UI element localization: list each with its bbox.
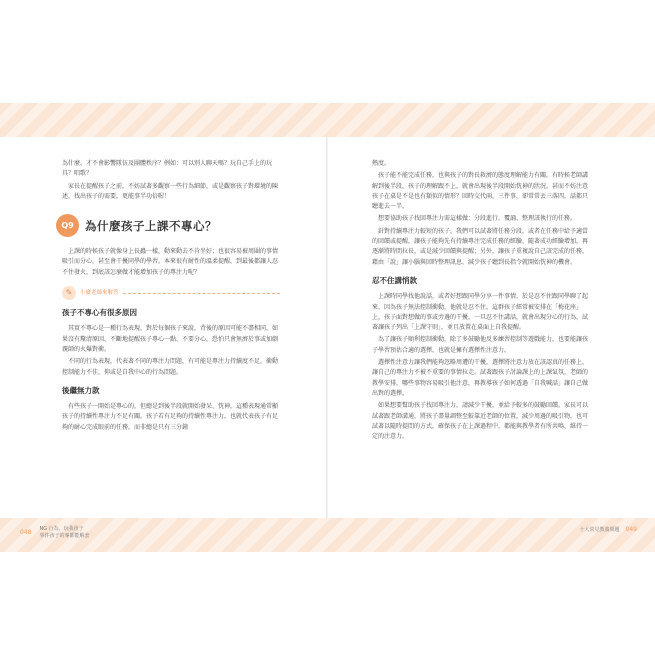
decorative-bottom-stripe [0,518,655,552]
tip-banner [62,286,280,300]
right-column [372,159,590,444]
paragraph: 家長在提醒孩子之前，不妨試著多觀察一些行為細節，或是觀察孩子對環境的陳述，找出孩子的需要，更能事半功倍喔！ [62,182,279,200]
question-heading [56,214,280,237]
paragraph: 上課時同學找他說話，或者好想跟同學分享一件事情，於是忍不住跟同學聊了起來，因為孩子無法控制衝動，他就是忍不住，這群孩子經常被安排在「梅花座」上，孩子面對想做的事或旁邊的干擾，一旦忍不住講話，就會出現分心的行為，試著讓孩子列出「上課守則」，並且放置在桌面上自我提醒。 [372,293,589,332]
left-page [0,137,327,539]
decorative-top-stripe [0,103,655,137]
paragraph: 有些孩子一開始是專心的，但總是到後半段就開始發呆、恍神，這種表現通常顯孩子的持續性專注力不足有關。孩子若有足夠的持續性專注力，也就代表孩子有足夠的耐心完成眼前的任務，而非總是只有三分鐘 [62,403,279,431]
paragraph: 選擇性注意力讓我們能夠忽略周遭的干擾，選擇將注意力放在該認真的任務上，讓自己的專注力不被不重要的事情拉走。試著跟孩子討論課上的上課氣氛，老師的教學安排，哪些事物容易吸引他注意，再教導孩子如何透過「自我喊話」讓自己做出對的選擇。 [372,359,589,397]
tip-label: 小廣老師來解答 [80,289,119,296]
right-page [328,137,655,533]
paragraph: 熱度。 [372,160,391,167]
paragraph: 想要協助孩子找回專注力需這樣做：分段進行、覆誦、整理該執行的任務。 [378,215,577,223]
question-title: 為什麼孩子上課不專心？ [85,218,217,233]
book-title-line: NG 行為，玩我孩子 [39,526,84,532]
paragraph: 其實不專心是一種行為表現，對於每個孩子來說，背後的原因可能不盡相同，如果沒有釐清原因，不斷地提醒孩子專心一點、不要分心，恐怕只會無濟於事或加劇親師的火爆對衝。 [62,325,279,353]
page-number: 048 [20,529,32,536]
dashed-divider [123,293,280,294]
teacher-icon: ✎ [62,286,76,300]
left-footer [20,526,89,539]
book-title [39,526,89,539]
intro-paragraph: 上課的時候孩子就像身上長蟲一樣，動來動去不肯坐好；也很容易被周圍的事情吸引而分心，甚至會干擾同學的學習。本來很有耐性的溫柔提醒，到最後都讓人忍不住發火，到底該怎麼做才能增加孩子的專注力呢？ [62,248,279,276]
page-number: 049 [625,526,637,533]
section-heading: 孩子不專心有很多原因 [62,308,137,318]
chapter-title: 十大常見教養問題 [579,527,620,533]
book-subtitle-line: 事件孩子的專都能解套 [39,532,90,539]
paragraph: 為了讓孩子順利控制衝動，除了多鼓勵他反多練習控制等遊戲能力，也要能讓孩子學習預估合適的選擇，也就是擁有選擇性注意力。 [372,336,589,354]
paragraph: 不同的行為表現，代表著不同的專注力問題，有可能是專注力持續度不足，衝動控制能力不佳，抑或是自我中心的行為問題。 [62,358,279,376]
question-badge: Q9 [56,214,79,237]
section-heading: 後繼無力款 [62,385,100,395]
left-column [62,159,280,435]
paragraph: 為什麼，才不會影響隊伍及團體秩序？例如：可以別人聊天嗎？玩自己手上的玩具？唱歌？ [62,160,273,178]
section-heading: 忍不住講悄款 [372,275,417,285]
book-spread [0,137,655,539]
paragraph: 針對持續專注力較短的孩子，我們可以試著將任務分段，或者在任務中給予適當的回饋或提醒，讓孩子能夠先有持續專注完成任務的經驗，隨著成功經驗增加，再逐漸將時間拉長，或是減少回饋與提醒；另外，讓孩子重複說自己該完成的任務，藉由「說」讓小腦與回時整理訊息，減少孩子聽到長指令就開始恍神的機會。 [372,227,589,266]
paragraph: 孩子能不能完成任務，也與孩子的對長救濟的態度理解能力有關。有時候老師講解到後半段，孩子的理解跟不上，就會出現後半段開始恍神的狀況。甚而不妨注意孩子在桌是不是也有類似的情形？回時交代兩，三件事，卻常常丟三落四，話都只聽進去一半。 [372,172,589,211]
right-footer [580,526,637,533]
paragraph: 如果想要幫助孩子找回專注力，請減少干擾，並給予較多的鼓勵回饋。家長可以試著跟老師溝通，將孩子盡量調整至較靠近老師的位置，減少周邊的吸引物，也可試著以隨時提問的方式，確保孩子在上課過程中，都能與教學者有所共鳴，維持一定的注意力。 [372,402,589,441]
